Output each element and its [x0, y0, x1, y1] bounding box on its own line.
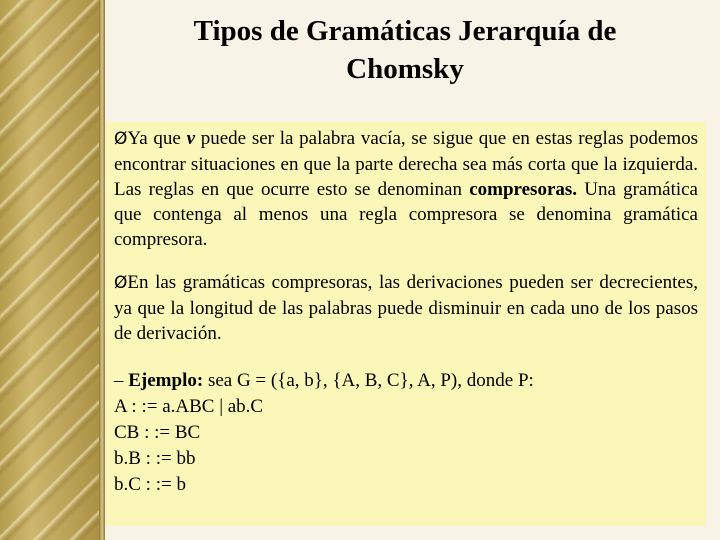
content-box	[106, 122, 706, 526]
text: Ya que	[127, 128, 187, 149]
decorative-gold-border	[0, 0, 105, 540]
paragraph-compresoras	[114, 126, 698, 252]
paragraph-derivaciones	[114, 270, 698, 346]
example-label: Ejemplo:	[128, 370, 204, 391]
text: puede ser la palabra vacía, se sigue que en estas reglas podemos encontrar situaciones en que la parte derecha sea más corta que la izquierda. Las reglas en que ocurre esto se denominan	[114, 128, 699, 200]
text: Una gramática que contenga al menos una regla compresora se denomina gramática compresora.	[114, 179, 698, 250]
term-compresoras: compresoras.	[469, 179, 578, 200]
rule-line: b.C : := b	[114, 474, 186, 495]
bullet-arrow-icon: Ø	[114, 273, 128, 293]
example-intro: sea G = ({a, b}, {A, B, C}, A, P), donde P:	[203, 370, 534, 391]
rule-line: A : := a.ABC | ab.C	[114, 396, 264, 417]
slide-title	[105, 12, 705, 88]
example-block	[114, 368, 698, 498]
bullet-arrow-icon: Ø	[114, 129, 128, 149]
example-heading	[114, 368, 698, 394]
rule-line: b.B : := bb	[114, 448, 196, 469]
rule-line: CB : := BC	[114, 422, 201, 443]
title-line-2: Chomsky	[346, 53, 464, 85]
text: En las gramáticas compresoras, las derivaciones pueden ser decrecientes, ya que la longitud de las palabras puede disminuir en cada uno de los pasos de derivación.	[114, 272, 698, 344]
title-line-1: Tipos de Gramáticas Jerarquía de	[193, 15, 617, 47]
var-v: v	[186, 128, 195, 149]
dash: –	[114, 370, 124, 391]
